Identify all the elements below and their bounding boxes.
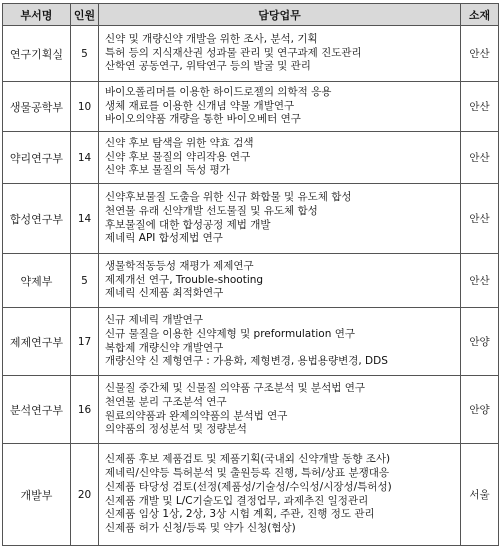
staff-count: 17 xyxy=(71,308,99,376)
table-row xyxy=(3,376,499,444)
staff-count: 14 xyxy=(71,132,99,184)
duties-cell xyxy=(99,254,461,308)
duty-line: 제제개선 연구, Trouble-shooting xyxy=(105,273,264,286)
duties-cell xyxy=(99,308,461,376)
dept-name: 약리연구부 xyxy=(3,132,71,184)
location: 안양 xyxy=(461,376,499,444)
staff-count: 20 xyxy=(71,444,99,546)
duties-cell xyxy=(99,184,461,254)
dept-name: 생물공학부 xyxy=(3,82,71,132)
location: 안산 xyxy=(461,254,499,308)
header-row xyxy=(3,4,499,26)
staff-count: 5 xyxy=(71,26,99,82)
location: 서울 xyxy=(461,444,499,546)
dept-name: 제제연구부 xyxy=(3,308,71,376)
header-location: 소재 xyxy=(461,4,499,26)
duty-line: 신제품 임상 1상, 2상, 3상 시험 계획, 주관, 진행 정도 관리 xyxy=(105,508,375,521)
duty-line: 생물학적동등성 재평가 제제연구 xyxy=(105,259,254,272)
duty-line: 원료의약품과 완제의약품의 분석법 연구 xyxy=(105,409,288,422)
duty-line: 후보물질에 대한 합성공정 제법 개발 xyxy=(105,218,271,231)
duty-line: 신약후보물질 도출을 위한 신규 화합물 및 유도체 합성 xyxy=(105,190,352,203)
table-row xyxy=(3,184,499,254)
duty-line: 산학연 공동연구, 위탁연구 등의 발굴 및 관리 xyxy=(105,60,311,73)
duty-line: 신제품 타당성 검토(선정(제품성/기술성/수익성/시장성/특허성) xyxy=(105,480,392,493)
duty-line: 복합제 개량신약 개발연구 xyxy=(105,341,224,354)
staff-count: 16 xyxy=(71,376,99,444)
duty-line: 신약 후보 탐색을 위한 약효 검색 xyxy=(105,136,254,149)
table-row xyxy=(3,308,499,376)
location: 안산 xyxy=(461,132,499,184)
duty-line: 신약 후보 물질의 독성 평가 xyxy=(105,164,230,177)
duty-line: 신제품 개발 및 L/C기술도입 결정업무, 과제추진 일정관리 xyxy=(105,494,369,507)
duty-line: 신제품 허가 신청/등록 및 약가 신청(협상) xyxy=(105,522,296,535)
duty-line: 신규 물질을 이용한 신약제형 및 preformulation 연구 xyxy=(105,327,355,340)
dept-name: 분석연구부 xyxy=(3,376,71,444)
location: 안산 xyxy=(461,184,499,254)
duty-line: 신물질 중간체 및 신물질 의약품 구조분석 및 분석법 연구 xyxy=(105,381,365,394)
duty-line: 의약품의 정성분석 및 정량분석 xyxy=(105,423,247,436)
duties-cell xyxy=(99,444,461,546)
duty-line: 제네릭 신제품 최적화연구 xyxy=(105,287,224,300)
table-row xyxy=(3,26,499,82)
header-dept: 부서명 xyxy=(3,4,71,26)
duty-line: 생체 재료를 이용한 신개념 약물 개발연구 xyxy=(105,99,295,112)
staff-count: 5 xyxy=(71,254,99,308)
duty-line: 바이오폴리머를 이용한 하이드로젤의 의학적 응용 xyxy=(105,85,332,98)
duties-cell xyxy=(99,132,461,184)
staff-count: 10 xyxy=(71,82,99,132)
location: 안양 xyxy=(461,308,499,376)
table-row xyxy=(3,82,499,132)
dept-name: 연구기획실 xyxy=(3,26,71,82)
duty-line: 제네릭 API 합성제법 연구 xyxy=(105,232,223,245)
dept-name: 합성연구부 xyxy=(3,184,71,254)
dept-name: 약제부 xyxy=(3,254,71,308)
duty-line: 신규 제네릭 개발연구 xyxy=(105,313,203,326)
duty-line: 천연물 분리 구조분석 연구 xyxy=(105,395,227,408)
department-table xyxy=(2,3,499,546)
duty-line: 신약 후보 물질의 약리작용 연구 xyxy=(105,150,251,163)
location: 안산 xyxy=(461,26,499,82)
duties-cell xyxy=(99,26,461,82)
department-table-container xyxy=(2,3,498,546)
location: 안산 xyxy=(461,82,499,132)
duty-line: 개량신약 신 제형연구 : 가용화, 제형변경, 용법용량변경, DDS xyxy=(105,355,388,368)
duty-line: 바이오의약품 개량을 통한 바이오베터 연구 xyxy=(105,113,301,126)
table-row xyxy=(3,254,499,308)
staff-count: 14 xyxy=(71,184,99,254)
duties-cell xyxy=(99,82,461,132)
duty-line: 제네릭/신약등 특허분석 및 출원등록 진행, 특허/상표 분쟁대응 xyxy=(105,466,390,479)
duties-cell xyxy=(99,376,461,444)
header-duties: 담당업무 xyxy=(99,4,461,26)
duty-line: 신제품 후보 제품검토 및 제품기획(국내외 신약개발 동향 조사) xyxy=(105,452,391,465)
table-row xyxy=(3,444,499,546)
duty-line: 천연물 유래 신약개발 선도물질 및 유도체 합성 xyxy=(105,204,318,217)
header-staff: 인원 xyxy=(71,4,99,26)
duty-line: 특허 등의 지식재산권 성과물 관리 및 연구과제 진도관리 xyxy=(105,46,362,59)
duty-line: 신약 및 개량신약 개발을 위한 조사, 분석, 기획 xyxy=(105,32,318,45)
dept-name: 개발부 xyxy=(3,444,71,546)
table-row xyxy=(3,132,499,184)
